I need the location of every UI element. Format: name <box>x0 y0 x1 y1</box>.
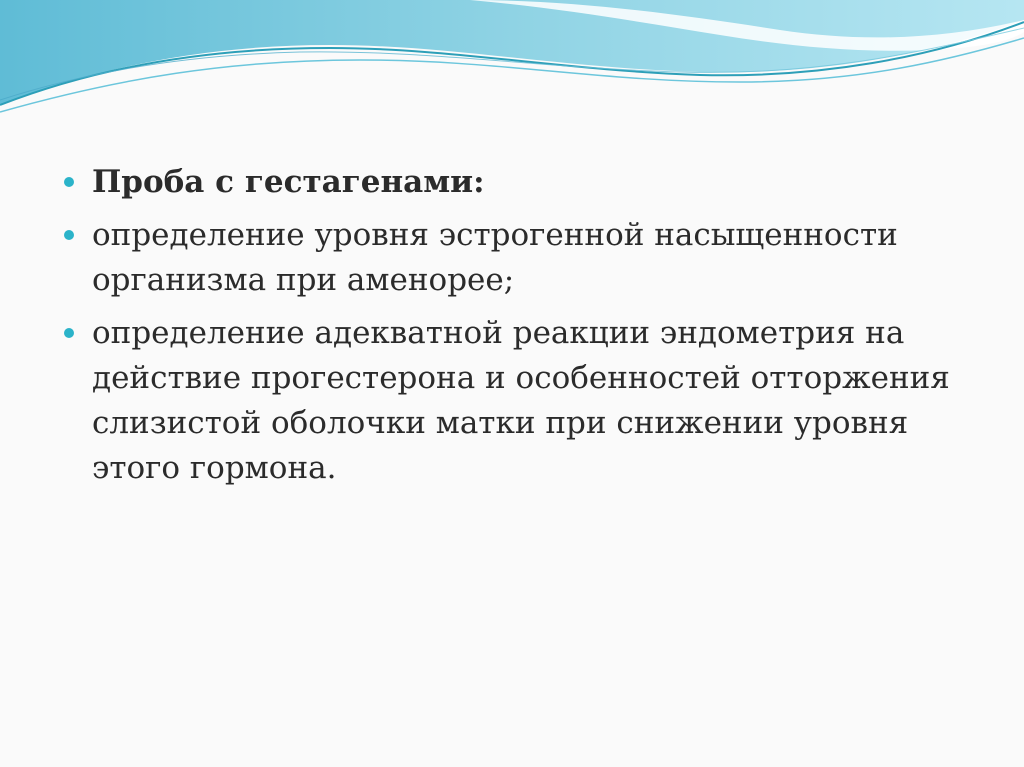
bullet-list <box>62 160 962 491</box>
bullet-dot-icon <box>64 328 74 338</box>
bullet-dot-icon <box>64 230 74 240</box>
bullet-item <box>62 213 962 303</box>
bullet-dot-icon <box>64 177 74 187</box>
bullet-text: определение адекватной реакции эндометрия на действие прогестерона и особенностей отторжения слизистой оболочки матки при снижении уровня этого гормона. <box>92 315 950 486</box>
bullet-text: Проба с гестагенами: <box>92 164 485 200</box>
header-wave-decoration <box>0 0 1024 130</box>
slide-content <box>62 160 962 499</box>
bullet-item <box>62 311 962 491</box>
bullet-item <box>62 160 962 205</box>
bullet-text: определение уровня эстрогенной насыщенности организма при аменорее; <box>92 217 898 298</box>
